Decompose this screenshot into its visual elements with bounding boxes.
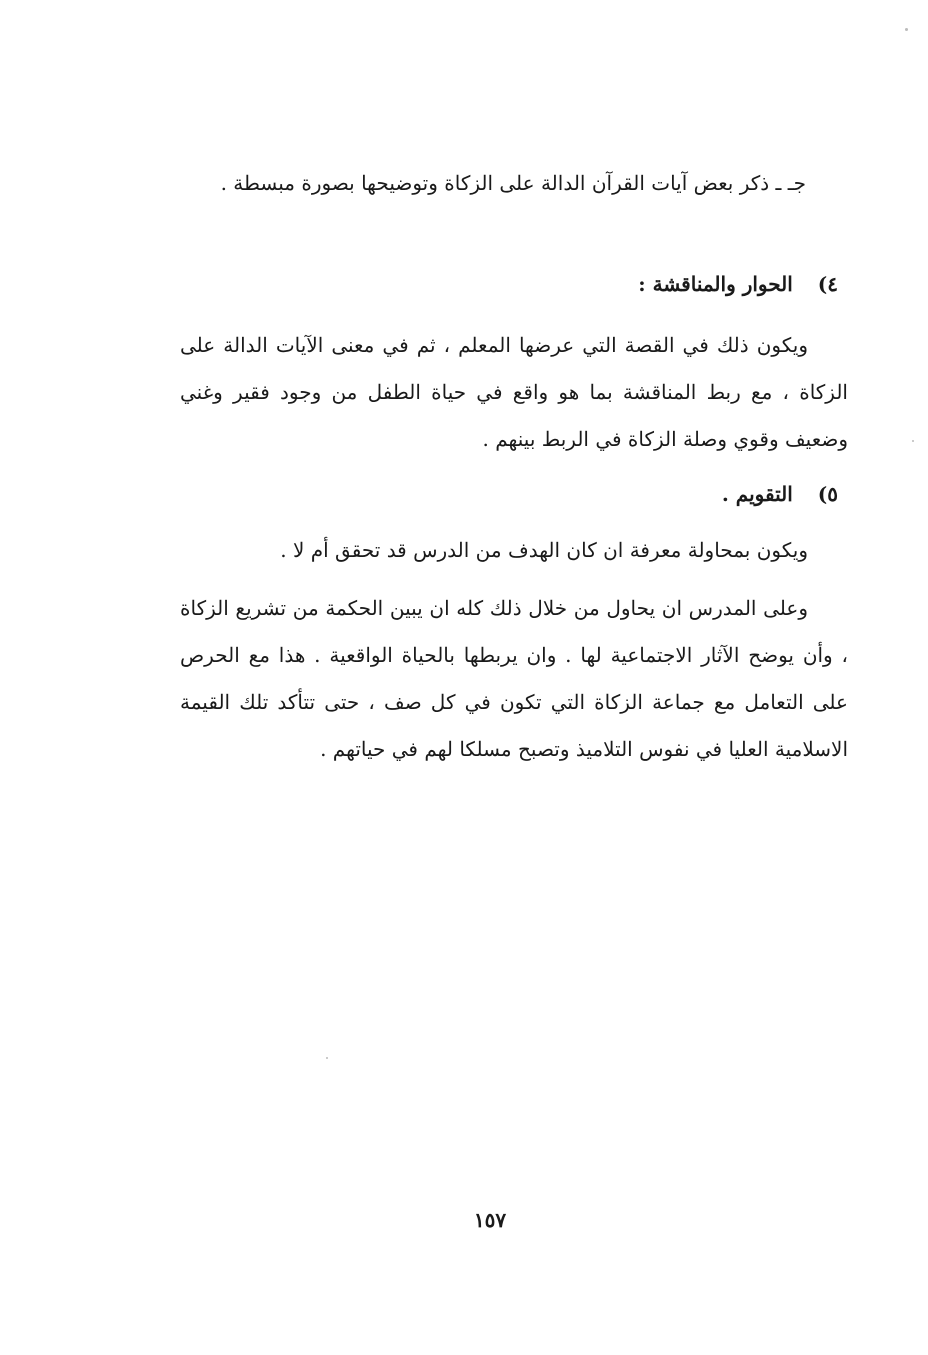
section-4-number: ٤) — [817, 272, 838, 296]
section-4-title: الحوار والمناقشة : — [638, 272, 793, 296]
section-5-number: ٥) — [817, 482, 838, 506]
page-number: ١٥٧ — [473, 1208, 507, 1232]
item-c-marker: جـ ـ — [775, 171, 806, 195]
scan-speck — [912, 440, 914, 442]
section-4-body: ويكون ذلك في القصة التي عرضها المعلم ، ثم في معنى الآيات الدالة على الزكاة ، مع ربط المناقشة بما هو واقع في حياة الطفل من وجود فقير وغني وضعيف وقوي وصلة الزكاة في الربط بينهم . — [180, 333, 848, 451]
section-5-body: ويكون بمحاولة معرفة ان كان الهدف من الدرس قد تحقق أم لا . — [280, 538, 808, 562]
item-c-text: ذكر بعض آيات القرآن الدالة على الزكاة وتوضيحها بصورة مبسطة . — [220, 171, 770, 195]
item-c-paragraph — [180, 160, 806, 207]
scan-speck — [326, 1057, 328, 1059]
section-4-heading — [638, 264, 838, 304]
section-5-title: التقويم . — [721, 482, 793, 506]
section-5-heading — [722, 474, 838, 514]
closing-paragraph: وعلى المدرس ان يحاول من خلال ذلك كله ان يبين الحكمة من تشريع الزكاة ، وأن يوضح الآثار الاجتماعية لها . وان يربطها بالحياة الواقعية . هذا مع الحرص على التعامل مع جماعة الزكاة التي تكون في كل صف ، حتى تتأكد تلك القيمة الاسلامية العليا في نفوس التلاميذ وتصبح مسلكا لهم في حياتهم . — [180, 596, 848, 761]
scan-speck — [905, 28, 908, 31]
